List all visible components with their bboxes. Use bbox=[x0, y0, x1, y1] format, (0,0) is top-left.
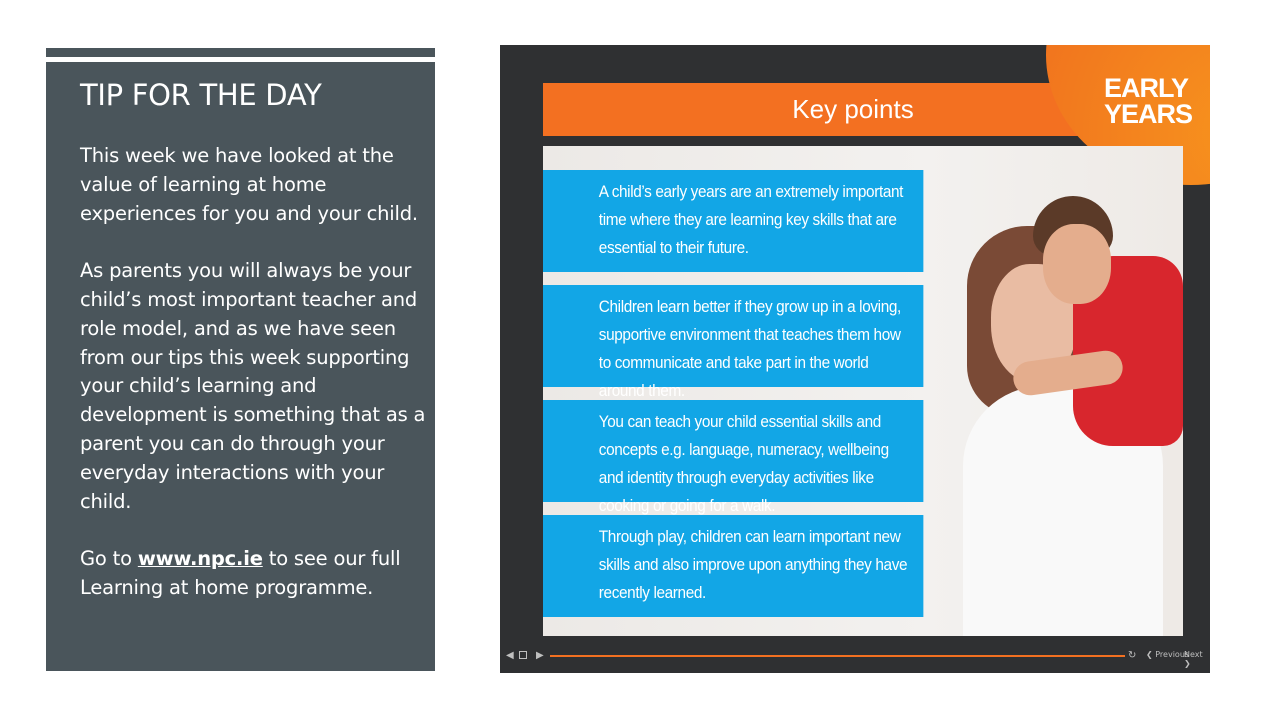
npc-website-link[interactable]: www.npc.ie bbox=[137, 547, 263, 571]
play-icon[interactable]: ▶ bbox=[536, 650, 544, 661]
next-button[interactable]: Next ❯ bbox=[1184, 650, 1203, 668]
key-point-4: Through play, children can learn important new skills and also improve upon anything they have recently learned. bbox=[543, 515, 923, 617]
captions-icon[interactable] bbox=[519, 651, 527, 659]
panel-title: TIP FOR THE DAY bbox=[80, 78, 322, 112]
replay-icon[interactable]: ↻ bbox=[1128, 650, 1137, 661]
tip-panel bbox=[46, 62, 435, 671]
key-points-content bbox=[543, 146, 1183, 636]
paragraph-link bbox=[80, 545, 430, 603]
photo-child-face bbox=[1043, 224, 1111, 304]
volume-icon[interactable]: ◀ bbox=[506, 650, 514, 661]
panel-body bbox=[80, 142, 430, 632]
paragraph-parents: As parents you will always be your child’s most important teacher and role model, and as we have seen from our tips this week supporting your child’s learning and development is something that as a parent you can do through your everyday interactions with your child. bbox=[80, 259, 426, 513]
paragraph-intro: This week we have looked at the value of learning at home experiences for you and your child. bbox=[80, 144, 418, 225]
link-suffix: to see our full Learning at home programme. bbox=[80, 547, 401, 599]
top-divider-bar bbox=[46, 48, 435, 57]
key-points-title: Key points bbox=[792, 94, 914, 124]
previous-button[interactable]: ❮ Previous bbox=[1146, 650, 1190, 659]
early-years-logo-text: EARLY YEARS bbox=[1104, 73, 1193, 129]
key-point-1: A child’s early years are an extremely important time where they are learning key skills that are essential to their future. bbox=[543, 170, 923, 272]
link-prefix: Go to bbox=[80, 547, 138, 571]
player-controls bbox=[500, 641, 1210, 673]
key-point-2: Children learn better if they grow up in a loving, supportive environment that teaches them how to communicate and take part in the world around them. bbox=[543, 285, 923, 387]
progress-bar[interactable] bbox=[550, 655, 1125, 657]
key-point-3: You can teach your child essential skills and concepts e.g. language, numeracy, wellbeing and identity through everyday activities like cooking or going for a walk. bbox=[543, 400, 923, 502]
video-slide bbox=[500, 45, 1210, 673]
mother-child-photo bbox=[953, 146, 1183, 636]
